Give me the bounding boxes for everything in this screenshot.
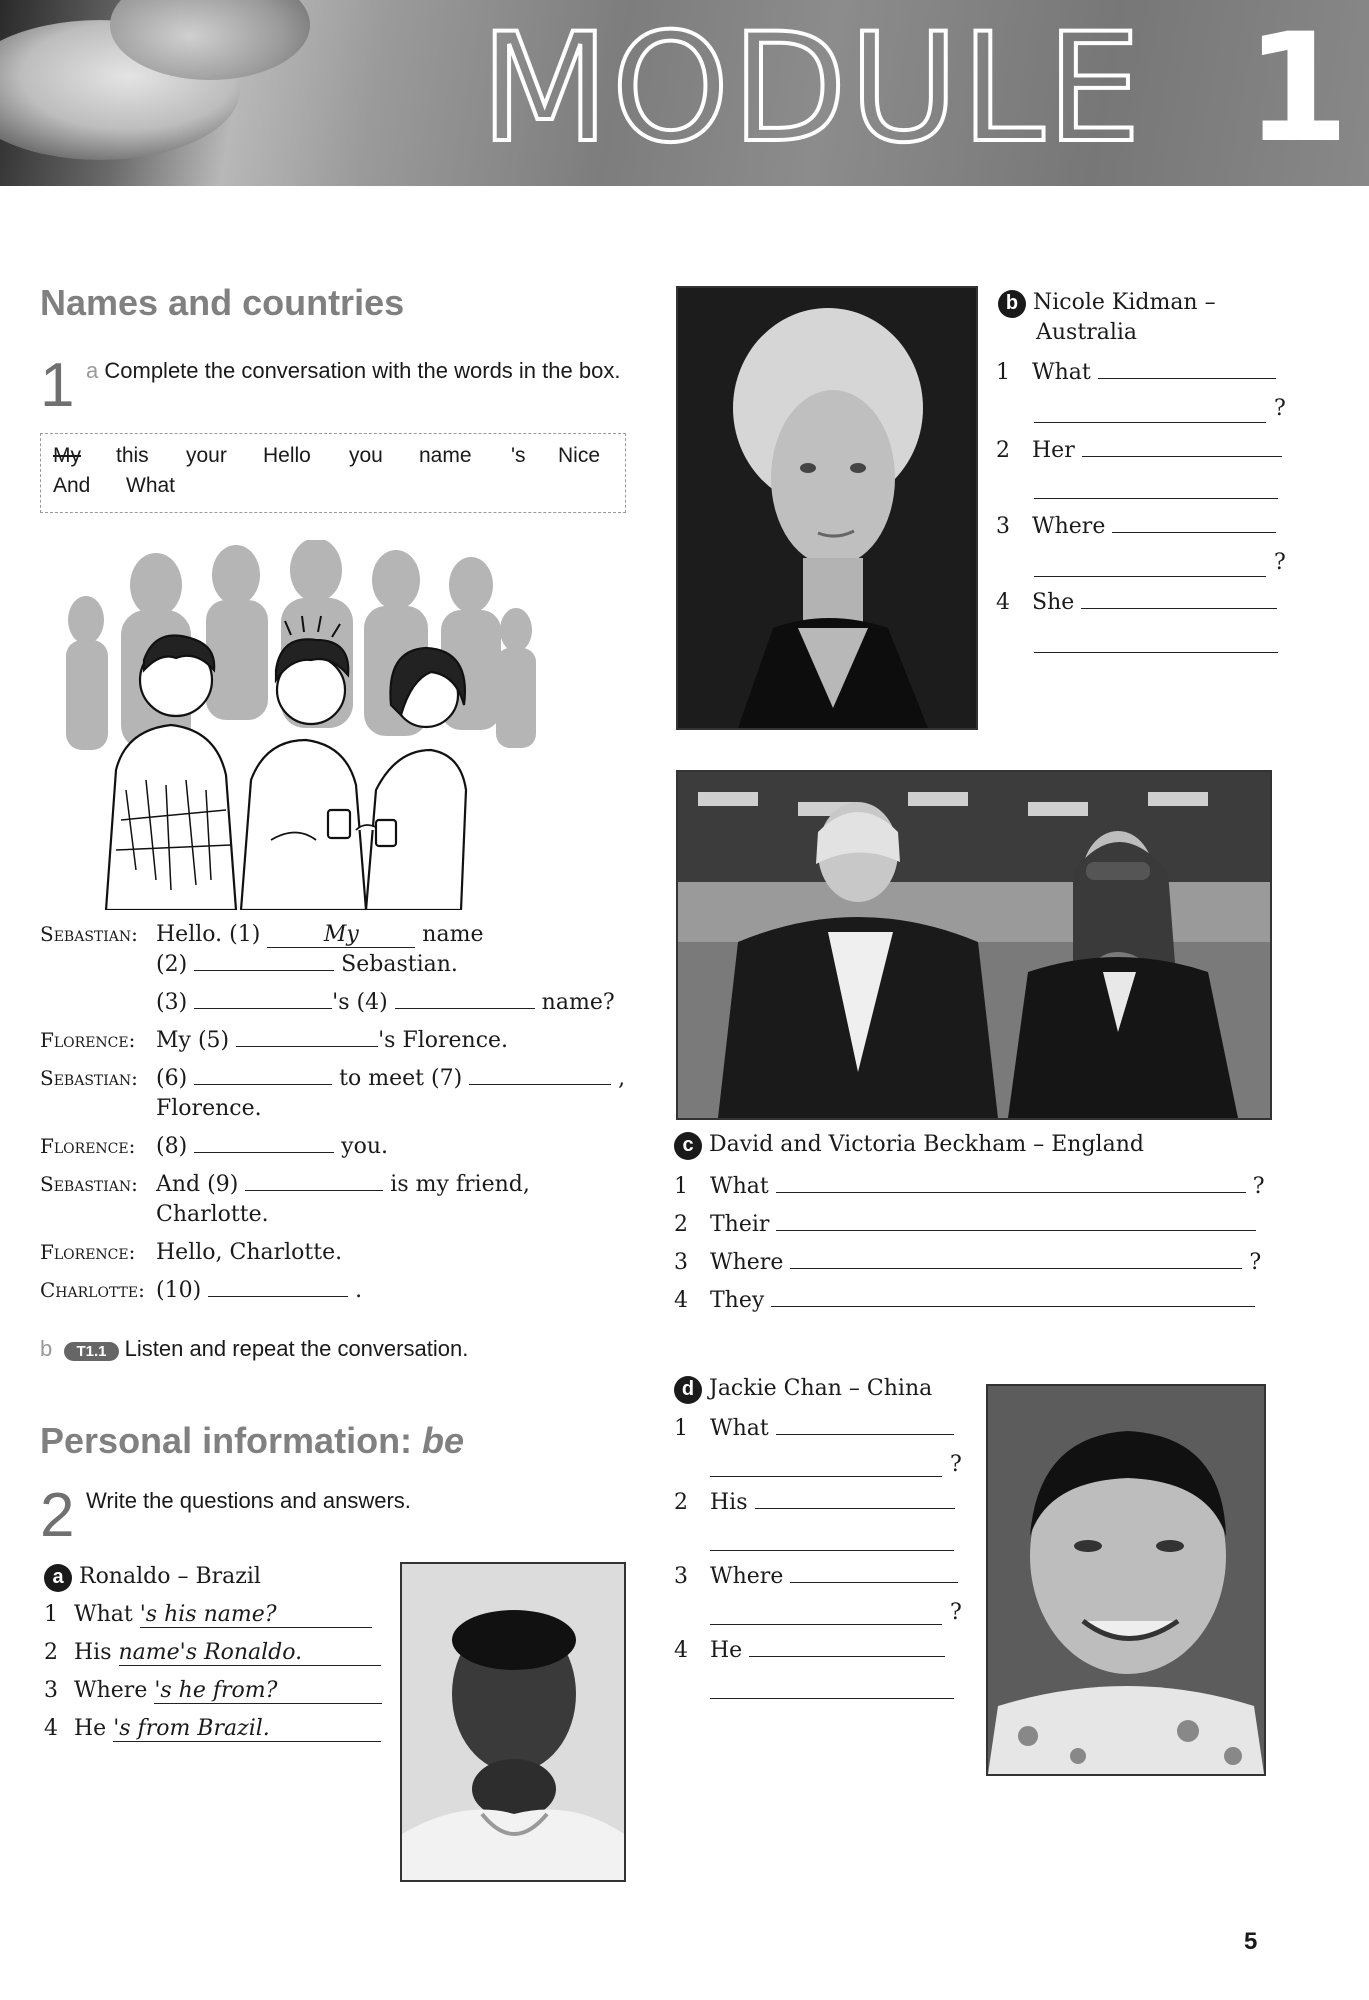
exercise-number: 2 xyxy=(40,1481,75,1550)
item-a-row: 2 His name's Ronaldo. xyxy=(44,1640,381,1666)
exercise-number: 1 xyxy=(40,351,75,420)
dialogue-line: My (5) 's Florence. xyxy=(156,1028,509,1053)
exercise-1a-instruction xyxy=(86,355,626,387)
dialogue-line: Charlotte. xyxy=(156,1202,269,1227)
item-b-row: 4 She xyxy=(996,590,1277,615)
item-c-row: 2 Their xyxy=(674,1212,1256,1237)
question-mark: ? xyxy=(950,1600,962,1625)
dialogue-line: (2) Sebastian. xyxy=(156,952,458,977)
word-box-item: 's xyxy=(511,444,526,467)
module-title: MODULE xyxy=(480,2,1144,176)
part-letter: a xyxy=(86,358,99,383)
speaker-label: Florence: xyxy=(40,1134,136,1158)
answer-line xyxy=(710,1550,954,1551)
speaker-label: Charlotte: xyxy=(40,1278,145,1302)
word-box-item: And xyxy=(53,474,91,497)
exercise-2-instruction: Write the questions and answers. xyxy=(86,1488,411,1513)
answer-blank-7 xyxy=(469,1083,611,1085)
answer-blank-5 xyxy=(236,1045,378,1047)
dialogue-line: Florence. xyxy=(156,1096,262,1121)
jackie-chan-photo xyxy=(986,1384,1266,1776)
answer-line xyxy=(1034,576,1266,577)
word-box-item: What xyxy=(126,474,176,497)
item-b-row: 2 Her xyxy=(996,438,1282,463)
dialogue-line: Hello, Charlotte. xyxy=(156,1240,343,1265)
item-a-row: 3 Where 's he from? xyxy=(44,1678,382,1704)
answer-line xyxy=(710,1624,942,1625)
item-d-row: 4 He xyxy=(674,1638,945,1663)
module-banner xyxy=(0,0,1369,186)
dialogue-line: And (9) is my friend, xyxy=(156,1172,530,1197)
audio-track-badge[interactable]: T1.1 xyxy=(64,1342,118,1361)
module-number: 1 xyxy=(1245,2,1350,176)
item-c-row: 1 What ? xyxy=(674,1174,1265,1199)
word-box-item: your xyxy=(186,444,227,467)
speaker-label: Florence: xyxy=(40,1028,136,1052)
question-mark: ? xyxy=(1274,550,1286,575)
dialogue-line: (8) you. xyxy=(156,1134,389,1159)
item-a-row: 4 He 's from Brazil. xyxy=(44,1716,381,1742)
item-d-row: 2 His xyxy=(674,1490,955,1515)
dialogue-line: Hello. (1) My name xyxy=(156,922,484,947)
dialogue-line: (3) 's (4) name? xyxy=(156,990,615,1015)
item-a-row: 1 What 's his name? xyxy=(44,1602,372,1628)
answer-blank-10 xyxy=(208,1295,348,1297)
word-box xyxy=(40,433,626,513)
word-box-item: this xyxy=(116,444,149,467)
answer-blank-6 xyxy=(194,1083,332,1085)
section-title-names-countries: Names and countries xyxy=(40,282,405,323)
answer-blank-3 xyxy=(194,1007,332,1009)
answer-blank-1: My xyxy=(267,922,415,948)
page-number: 5 xyxy=(1244,1928,1258,1955)
item-c-heading: c David and Victoria Beckham – England xyxy=(674,1132,1144,1160)
answer-line xyxy=(1034,652,1278,653)
speaker-label: Sebastian: xyxy=(40,922,138,946)
word-box-item: Nice xyxy=(558,444,601,467)
word-box-item: you xyxy=(349,444,383,467)
item-b-heading: b Nicole Kidman – Australia xyxy=(998,288,1216,348)
exercise-1b-instruction: b T1.1 Listen and repeat the conversation. xyxy=(40,1336,469,1361)
speaker-label: Sebastian: xyxy=(40,1066,138,1090)
item-b-row: 1 What xyxy=(996,360,1276,385)
ronaldo-photo xyxy=(400,1562,626,1882)
word-box-item: Hello xyxy=(263,444,311,467)
word-box-item: My xyxy=(53,444,81,467)
item-c-row: 4 They xyxy=(674,1288,1255,1313)
item-c-row: 3 Where ? xyxy=(674,1250,1262,1275)
answer-blank-2 xyxy=(194,969,334,971)
section-title-personal-info: Personal information: be xyxy=(40,1420,465,1461)
answer-blank-4 xyxy=(395,1007,535,1009)
answer-blank-8 xyxy=(194,1151,334,1153)
item-d-row: 1 What xyxy=(674,1416,954,1441)
item-a-heading: a Ronaldo – Brazil xyxy=(44,1564,261,1592)
item-d-heading: d Jackie Chan – China xyxy=(674,1376,932,1404)
item-b-row: 3 Where xyxy=(996,514,1276,539)
answer-blank-9 xyxy=(245,1189,383,1191)
dialogue-line: (6) to meet (7) , xyxy=(156,1066,626,1091)
item-d-row: 3 Where xyxy=(674,1564,958,1589)
dialogue-line: (10) . xyxy=(156,1278,363,1303)
question-mark: ? xyxy=(1274,396,1286,421)
instruction-text: Complete the conversation with the words in the box. xyxy=(104,358,621,383)
beckham-photo xyxy=(676,770,1272,1120)
speaker-label: Sebastian: xyxy=(40,1172,138,1196)
nicole-kidman-photo xyxy=(676,286,978,730)
party-illustration xyxy=(66,540,536,910)
question-mark: ? xyxy=(950,1452,962,1477)
answer-line xyxy=(1034,422,1266,423)
answer-line xyxy=(710,1698,954,1699)
answer-line xyxy=(710,1476,942,1477)
word-box-item: name xyxy=(419,444,472,467)
speaker-label: Florence: xyxy=(40,1240,136,1264)
answer-line xyxy=(1034,498,1278,499)
